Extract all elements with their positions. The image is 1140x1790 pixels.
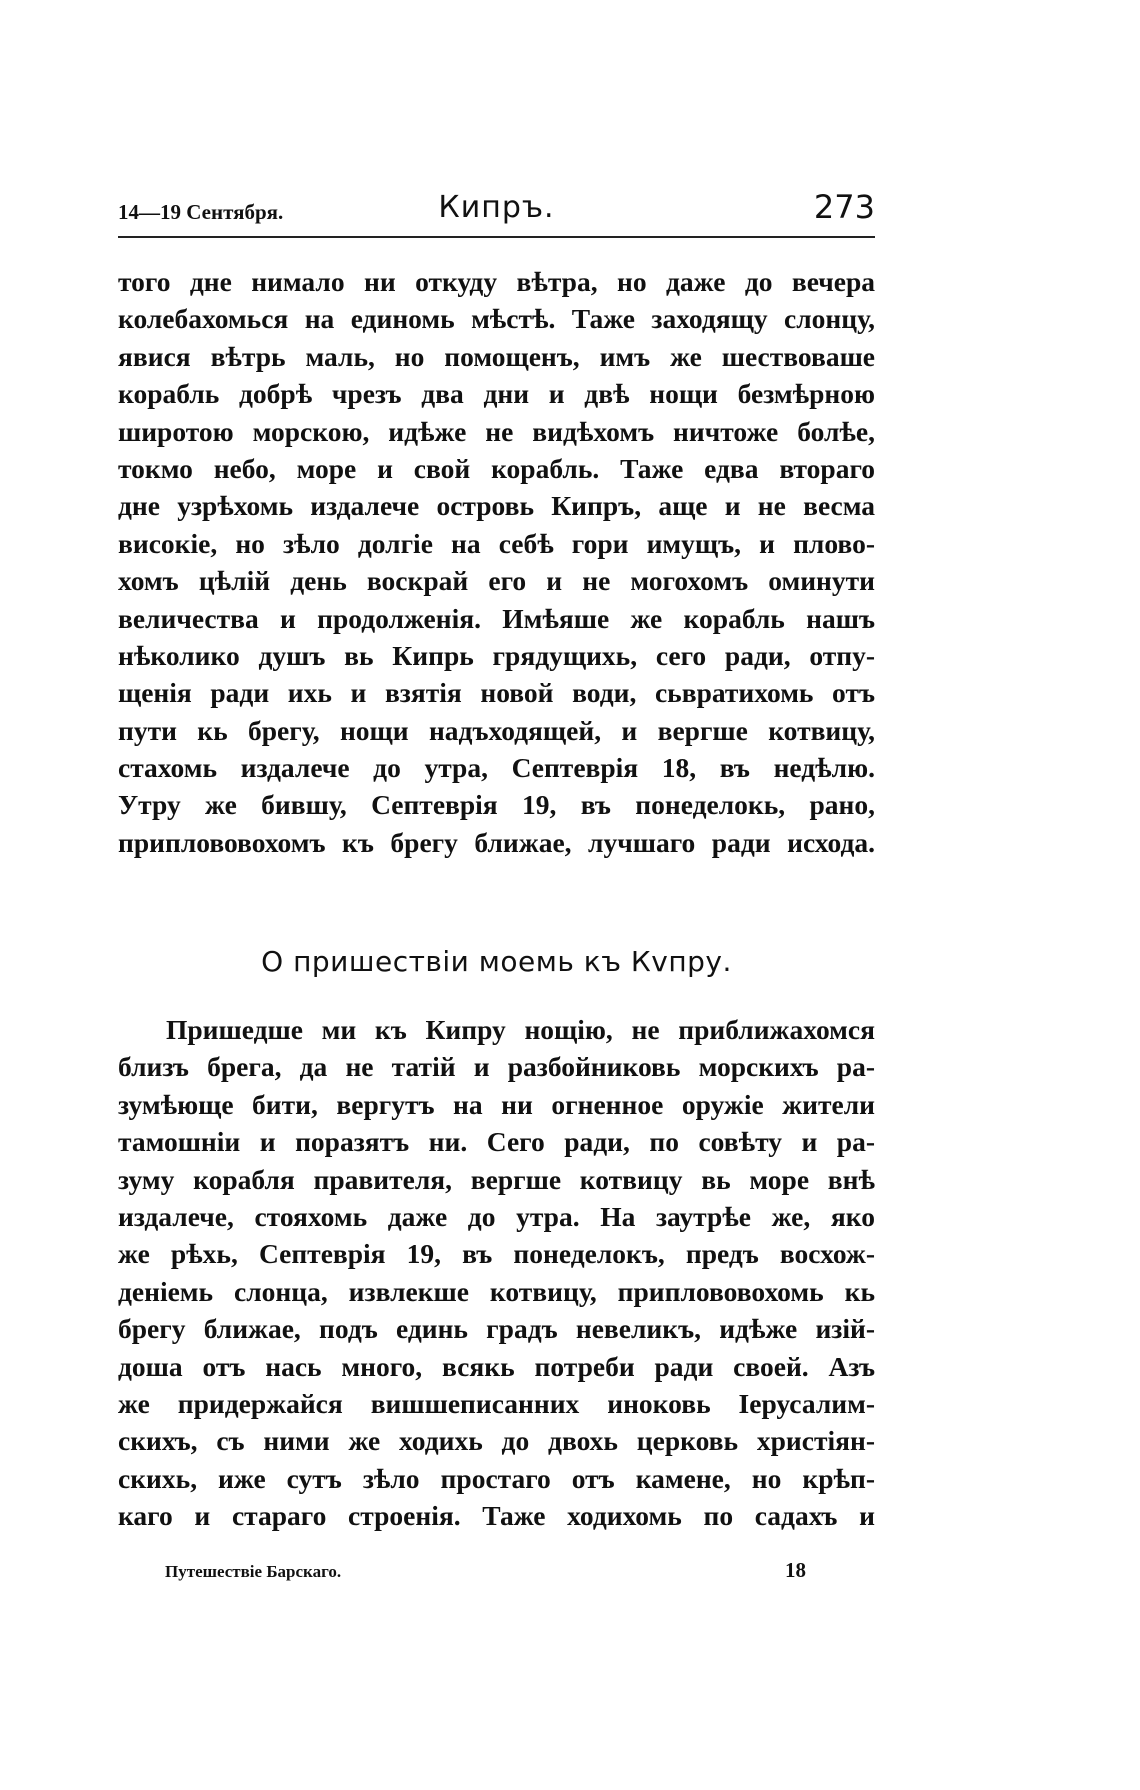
text-line: того дне нимало ни откуду вѣтра, но даже до вечера (118, 266, 875, 297)
text-line: дне узрѣхомь издалече островь Кипръ, аще и не весма (118, 490, 875, 522)
text-line: тамошніи и поразятъ ни. Сего ради, по совѣту и ра- (118, 1126, 875, 1158)
text-line: високіе, но зѣло долгіе на себѣ гори имущъ, и плово- (118, 527, 875, 559)
footer-book-title: Путешествіе Барскаго. (165, 1562, 342, 1581)
header-rule (118, 236, 875, 238)
text-line: издалече, стояхомь даже до утра. На заутрѣе же, яко (118, 1200, 875, 1232)
text-line: колебахомься на единомь мѣстѣ. Таже заходящу слонцу, (118, 303, 875, 335)
section-title: О пришествіи моемь къ Кvпру. (261, 945, 732, 978)
text-line: деніемь слонца, извлекше котвицу, приплововохомь кь (118, 1275, 875, 1307)
text-line: брегу ближае, подъ единь градъ невеликъ, идѣже изій- (118, 1313, 875, 1345)
text-line: зумѣюще бити, вергутъ на ни огненное оружіе жители (118, 1088, 875, 1120)
paragraph-2 (118, 1011, 875, 1534)
text-line: близъ брега, да не татій и разбойниковь морскихъ ра- (118, 1051, 875, 1083)
page-number: 273 (813, 188, 875, 226)
text-line: нѣколико душъ вь Кипрь грядущихь, сего ради, отпу- (118, 639, 875, 671)
text-line: токмо небо, море и свой корабль. Таже едва втораго (118, 452, 875, 484)
text-line: скихь, иже сутъ зѣло простаго отъ камене, но крѣп- (118, 1462, 875, 1494)
text-line: величества и продолженія. Имѣяше же корабль нашъ (118, 602, 875, 634)
text-line: широтою морскою, идѣже не видѣхомъ ничтоже болѣе, (118, 415, 875, 447)
text-line: доша отъ нась много, всякь потреби ради своей. Азъ (118, 1350, 875, 1382)
text-line: каго и стараго строенія. Таже ходихомь по садахъ и (118, 1500, 875, 1532)
text-line: явися вѣтрь маль, но помощенъ, имъ же шествоваше (118, 340, 875, 372)
text-line: скихъ, съ ними же ходихь до двохь церковь христіян- (118, 1425, 875, 1457)
text-line: же рѣхь, Септеврія 19, въ понеделокъ, предъ восхож- (118, 1238, 875, 1270)
text-line: щенія ради ихь и взятія новой води, сьвратихомь отъ (118, 677, 875, 709)
header-date-range: 14—19 Сентября. (118, 200, 284, 224)
text-line: хомъ цѣлій день воскрай его и не могохомъ оминути (118, 565, 875, 597)
text-line: же придержайся вишшеписанних иноковь Іерусалим- (118, 1387, 875, 1419)
header-title: Кипръ. (438, 190, 555, 225)
paragraph-1 (118, 263, 875, 861)
running-header (118, 190, 875, 234)
text-line: приплововохомъ къ брегу ближае, лучшаго ради исхода. (118, 826, 875, 858)
text-line: пути кь брегу, нощи надъходящей, и вергше котвицу, (118, 714, 875, 746)
footer-signature-number: 18 (785, 1558, 806, 1582)
text-line: стахомь издалече до утра, Септеврія 18, въ недѣлю. (118, 752, 875, 784)
text-line: корабль добрѣ чрезъ два дни и двѣ нощи безмѣрною (118, 378, 875, 410)
text-line: Утру же бившу, Септеврія 19, въ понеделокь, рано, (118, 789, 875, 821)
text-line: Пришедше ми къ Кипру нощію, не приближахомся (166, 1014, 875, 1045)
text-line: зуму корабля правителя, вергше котвицу вь море внѣ (118, 1163, 875, 1195)
